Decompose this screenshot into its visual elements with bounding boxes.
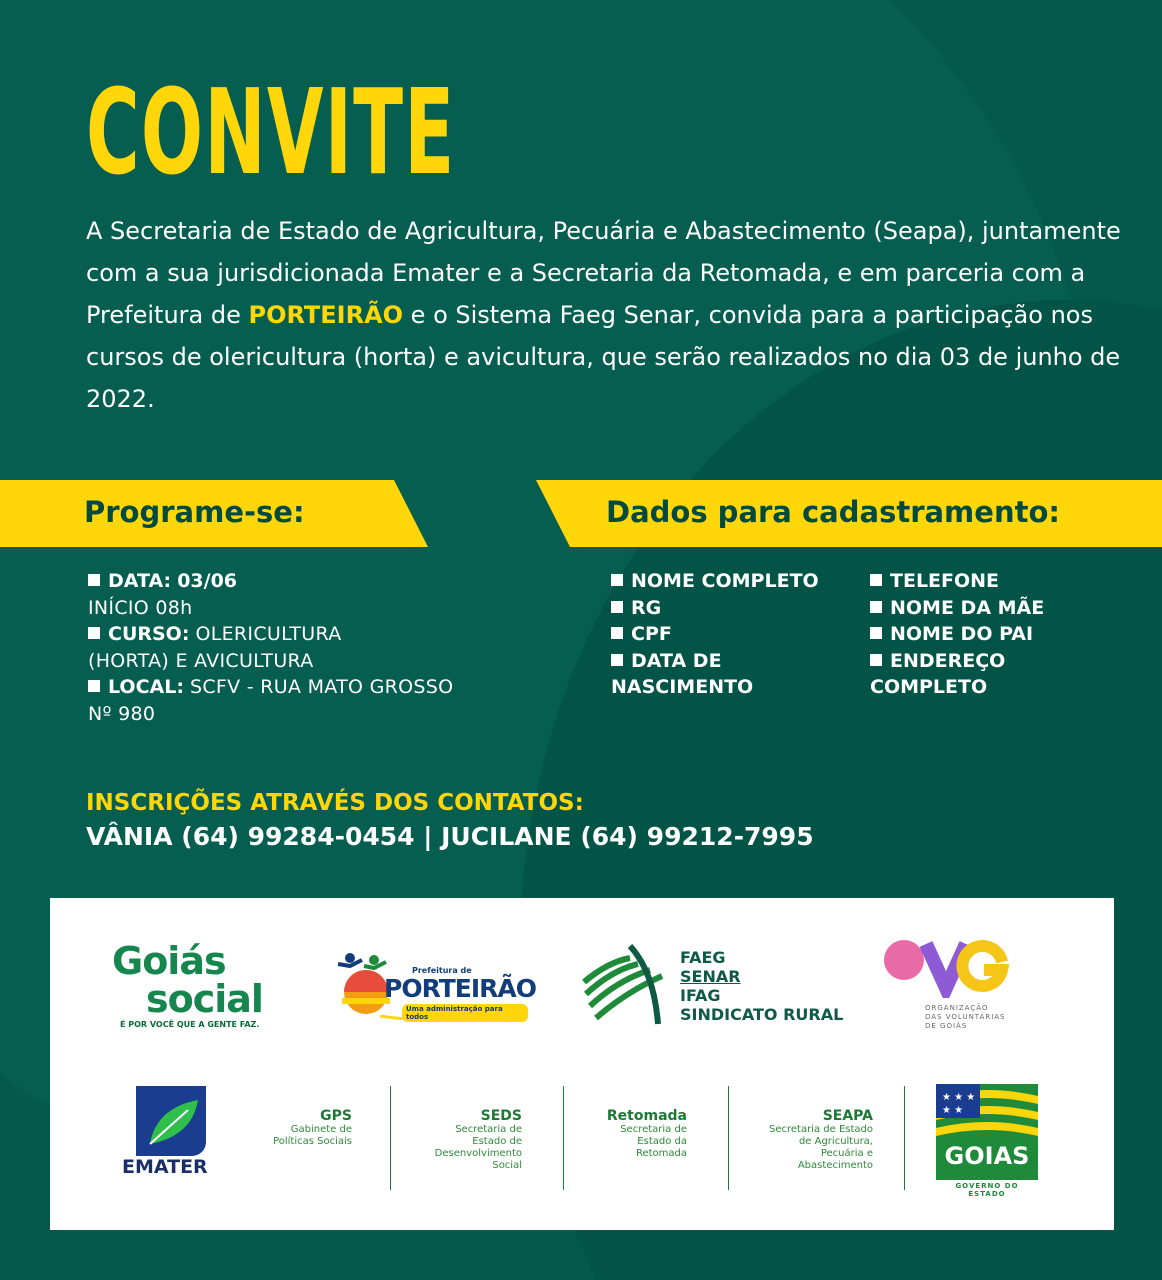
list-item: NOME DO PAI [870, 621, 1120, 648]
list-item: NOME DA MÃE [870, 595, 1120, 622]
faeg-leaf-icon [578, 942, 674, 1028]
ovg-logo: ORGANIZAÇÃO DAS VOLUNTÁRIAS DE GOIÁS [880, 936, 1020, 1036]
programe-heading: Programe-se: [84, 495, 305, 529]
intro-text: e o Sistema Faeg Senar, convida para a participação nos cursos de olericultura (horta) e avicultura, que serão realizados no dia 03 de junho de 2022. [86, 301, 1121, 413]
list-item: DATA: 03/06 [88, 568, 528, 595]
goias-social-logo: Goiás social É POR VOCÊ QUE A GENTE FAZ. [112, 939, 263, 1029]
divider [390, 1086, 391, 1190]
bullet-square-icon [870, 601, 882, 613]
contacts-phones: VÂNIA (64) 99284-0454 | JUCILANE (64) 99212-7995 [86, 822, 814, 851]
governo-goias-logo: ★ ★ ★ ★ ★ GOIAS GOVERNO DO ESTADO [936, 1084, 1040, 1194]
contacts-title: INSCRIÇÕES ATRAVÉS DOS CONTATOS: [86, 790, 584, 816]
faeg-senar-logo: FAEG SENAR IFAG SINDICATO RURAL [578, 942, 848, 1032]
programe-list [88, 568, 528, 728]
seapa-logo: SEAPA Secretaria de Estado de Agricultura, Pecuária e Abastecimento [768, 1108, 873, 1171]
retomada-logo: Retomada Secretaria de Estado da Retomada [606, 1108, 687, 1159]
bullet-square-icon [88, 680, 100, 692]
list-item: COMPLETO [870, 676, 988, 699]
page-title: CONVITE [86, 63, 456, 201]
intro-paragraph [86, 210, 1126, 420]
seds-logo: SEDS Secretaria de Estado de Desenvolvimento Social [434, 1108, 522, 1171]
bullet-square-icon [870, 654, 882, 666]
list-item: CPF [611, 621, 861, 648]
list-item: DATA DE [611, 648, 861, 675]
gps-logo: GPS Gabinete de Políticas Sociais [273, 1108, 352, 1147]
bullet-square-icon [870, 627, 882, 639]
emater-logo: EMATER [122, 1086, 222, 1196]
svg-text:★ ★ ★: ★ ★ ★ [942, 1092, 976, 1103]
list-item: NOME COMPLETO [611, 568, 861, 595]
emater-leaf-icon [136, 1086, 206, 1156]
divider [563, 1086, 564, 1190]
list-item: Nº 980 [88, 702, 156, 725]
list-item: NASCIMENTO [611, 676, 754, 699]
cadastro-list-col2 [870, 568, 1120, 701]
cadastro-list-col1 [611, 568, 861, 701]
bullet-square-icon [88, 574, 100, 586]
bullet-square-icon [870, 574, 882, 586]
list-item: LOCAL: SCFV - RUA MATO GROSSO [88, 674, 528, 701]
bullet-square-icon [88, 627, 100, 639]
intro-text: A Secretaria de Estado de Agricultura, Pecuária e Abastecimento (Seapa), juntamente com a sua jurisdicionada Emater e a Secretaria da Retomada, e em parceria com a Prefeitura de [86, 217, 1121, 329]
svg-text:★ ★: ★ ★ [942, 1105, 964, 1116]
divider [728, 1086, 729, 1190]
bullet-square-icon [611, 601, 623, 613]
ovg-heart-icon [880, 936, 1010, 998]
city-highlight: PORTEIRÃO [248, 301, 404, 329]
list-item: INÍCIO 08h [88, 596, 193, 619]
list-item: CURSO: OLERICULTURA [88, 621, 528, 648]
porteirao-logo: Prefeitura de PORTEIRÃO Uma administração para todos [328, 944, 528, 1024]
bullet-square-icon [611, 654, 623, 666]
partner-logos-panel [50, 898, 1114, 1230]
list-item: ENDEREÇO [870, 648, 1120, 675]
divider [904, 1086, 905, 1190]
bullet-square-icon [611, 574, 623, 586]
cadastro-heading: Dados para cadastramento: [606, 495, 1060, 529]
bullet-square-icon [611, 627, 623, 639]
list-item: TELEFONE [870, 568, 1120, 595]
list-item: RG [611, 595, 861, 622]
list-item: (HORTA) E AVICULTURA [88, 649, 314, 672]
